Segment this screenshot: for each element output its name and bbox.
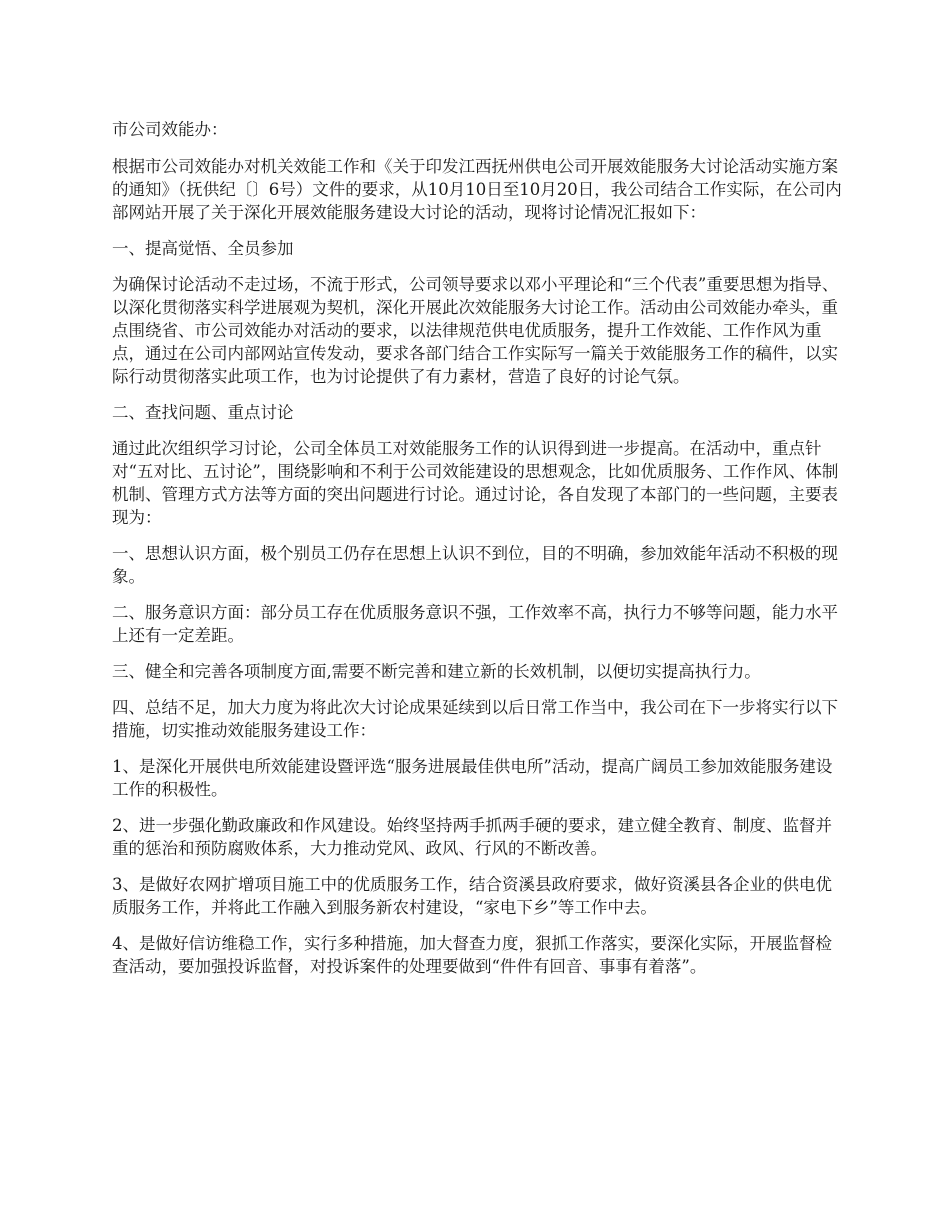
intro-paragraph: 根据市公司效能办对机关效能工作和《关于印发江西抚州供电公司开展效能服务大讨论活动实施方案的通知》（抚供纪〔〕6号）文件的要求，从10月10日至10月20日，我公司结合工作实际，在公司内部网站开展了关于深化开展效能服务建设大讨论的活动，现将讨论情况汇报如下： — [112, 157, 842, 222]
section-heading-1: 一、提高觉悟、全员参加 — [112, 239, 294, 258]
section-1-body: 为确保讨论活动不走过场，不流于形式，公司领导要求以邓小平理论和“三个代表”重要思想为指导、以深化贯彻落实科学进展观为契机，深化开展此次效能服务大讨论工作。活动由公司效能办牵头，重点围绕省、市公司效能办对活动的要求，以法律规范供电优质服务，提升工作效能、工作作风为重点，通过在公司内部网站宣传发动，要求各部门结合工作实际写一篇关于效能服务工作的稿件，以实际行动贯彻落实此项工作，也为讨论提供了有力素材，营造了良好的讨论气氛。 — [112, 275, 839, 386]
measure-item-3: 3、是做好农网扩增项目施工中的优质服务工作，结合资溪县政府要求，做好资溪县各企业的供电优质服务工作，并将此工作融入到服务新农村建设，“家电下乡”等工作中去。 — [112, 875, 832, 917]
salutation: 市公司效能办： — [112, 120, 228, 139]
issue-item-3: 三、健全和完善各项制度方面,需要不断完善和建立新的长效机制，以便切实提高执行力。 — [112, 662, 761, 681]
issue-item-2: 二、服务意识方面：部分员工存在优质服务意识不强，工作效率不高，执行力不够等问题，能力水平上还有一定差距。 — [112, 603, 838, 645]
section-heading-2: 二、查找问题、重点讨论 — [112, 403, 294, 422]
section-2-body: 通过此次组织学习讨论，公司全体员工对效能服务工作的认识得到进一步提高。在活动中，重点针对“五对比、五讨论”，围绕影响和不利于公司效能建设的思想观念，比如优质服务、工作作风、体制机制、管理方式方法等方面的突出问题进行讨论。通过讨论，各自发现了本部门的一些问题，主要表现为： — [112, 439, 839, 527]
measure-item-4: 4、是做好信访维稳工作，实行多种措施，加大督查力度，狠抓工作落实，要深化实际，开展监督检查活动，要加强投诉监督，对投诉案件的处理要做到“件件有回音、事事有着落”。 — [112, 934, 832, 976]
section-heading-4: 四、总结不足，加大力度为将此次大讨论成果延续到以后日常工作当中，我公司在下一步将实行以下措施，切实推动效能服务建设工作： — [112, 698, 838, 740]
measure-item-1: 1、是深化开展供电所效能建设暨评选“服务进展最佳供电所”活动，提高广阔员工参加效能服务建设工作的积极性。 — [112, 757, 833, 799]
measure-item-2: 2、进一步强化勤政廉政和作风建设。始终坚持两手抓两手硬的要求，建立健全教育、制度、监督并重的惩治和预防腐败体系，大力推动党风、政风、行风的不断改善。 — [112, 816, 832, 858]
document-page — [112, 118, 842, 991]
issue-item-1: 一、思想认识方面，极个别员工仍存在思想上认识不到位，目的不明确，参加效能年活动不积极的现象。 — [112, 544, 838, 586]
